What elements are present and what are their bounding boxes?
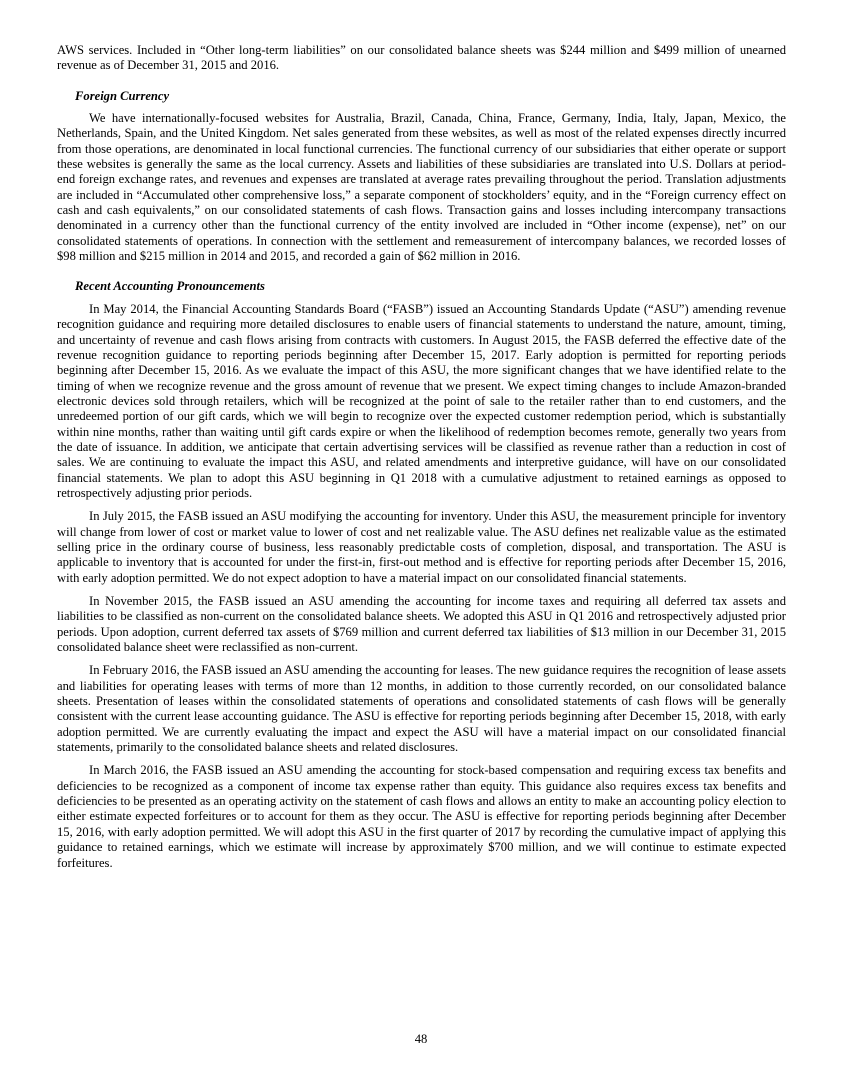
income-taxes-paragraph: In November 2015, the FASB issued an ASU amending the accounting for income taxes and requiring all deferred tax assets and liabilities to be classified as non-current on the consolidated balance sheets. We adopted this ASU in Q1 2016 and retrospectively adjusted prior periods. Upon adoption, current deferred tax assets of $769 million and current deferred tax liabilities of $13 million in our December 31, 2015 consolidated balance sheet were reclassified as non-current.	[57, 594, 786, 655]
leases-paragraph: In February 2016, the FASB issued an ASU amending the accounting for leases. The new guidance requires the recognition of lease assets and liabilities for operating leases with terms of more than 12 months, in addition to those currently recorded, on our consolidated balance sheets. Presentation of leases within the consolidated statements of operations and consolidated statements of cash flows will be generally consistent with the current lease accounting guidance. The ASU is effective for reporting periods beginning after December 15, 2018, with early adoption permitted. We are currently evaluating the impact and expect the ASU will have a material impact on our consolidated financial statements, primarily to the consolidated balance sheets and related disclosures.	[57, 663, 786, 755]
stock-compensation-paragraph: In March 2016, the FASB issued an ASU amending the accounting for stock-based compensation and requiring excess tax benefits and deficiencies to be recognized as a component of income tax expense rather than equity. This guidance also requires excess tax benefits and deficiencies to be presented as an operating activity on the statement of cash flows and allows an entity to make an accounting policy election to either estimate expected forfeitures or to account for them as they occur. The ASU is effective for reporting periods beginning after December 15, 2016, with early adoption permitted. We will adopt this ASU in the first quarter of 2017 by recording the cumulative impact of applying this guidance to retained earnings, which we estimate will increase by approximately $700 million, and we will continue to estimate expected forfeitures.	[57, 763, 786, 870]
inventory-paragraph: In July 2015, the FASB issued an ASU modifying the accounting for inventory. Under this ASU, the measurement principle for inventory will change from lower of cost or market value to lower of cost and net realizable value. The ASU defines net realizable value as the estimated selling price in the ordinary course of business, less reasonably predictable costs of completion, disposal, and transportation. The ASU is applicable to inventory that is accounted for under the first-in, first-out method and is effective for reporting periods after December 15, 2016, with early adoption permitted. We do not expect adoption to have a material impact on our consolidated financial statements.	[57, 509, 786, 585]
document-page	[57, 43, 786, 871]
section-heading-recent-accounting-pronouncements: Recent Accounting Pronouncements	[75, 279, 265, 294]
intro-paragraph: AWS services. Included in “Other long-term liabilities” on our consolidated balance sheets was $244 million and $499 million of unearned revenue as of December 31, 2015 and 2016.	[57, 43, 786, 73]
section-heading-foreign-currency: Foreign Currency	[75, 88, 170, 103]
foreign-currency-paragraph: We have internationally-focused websites for Australia, Brazil, Canada, China, France, Germany, India, Italy, Japan, Mexico, the Netherlands, Spain, and the United Kingdom. Net sales generated from these websites, as well as most of the related expenses directly incurred from those operations, are denominated in local functional currencies. The functional currency of our subsidiaries that either operate or support these websites is generally the same as the local currency. Assets and liabilities of these subsidiaries are translated into U.S. Dollars at period-end foreign exchange rates, and revenues and expenses are translated at average rates prevailing throughout the period. Translation adjustments are included in “Accumulated other comprehensive loss,” a separate component of stockholders’ equity, and in the “Foreign currency effect on cash and cash equivalents,” on our consolidated statements of cash flows. Transaction gains and losses including intercompany transactions denominated in a currency other than the functional currency of the entity involved are included in “Other income (expense), net” on our consolidated statements of operations. In connection with the settlement and remeasurement of intercompany balances, we recorded losses of $98 million and $215 million in 2014 and 2015, and recorded a gain of $62 million in 2016.	[57, 111, 786, 264]
revenue-recognition-paragraph: In May 2014, the Financial Accounting Standards Board (“FASB”) issued an Accounting Standards Update (“ASU”) amending revenue recognition guidance and requiring more detailed disclosures to enable users of financial statements to understand the nature, amount, timing, and uncertainty of revenue and cash flows arising from contracts with customers. In August 2015, the FASB deferred the effective date of the revenue recognition guidance to reporting periods beginning after December 15, 2017. Early adoption is permitted for reporting periods beginning after December 15, 2016. As we evaluate the impact of this ASU, the more significant changes that we have identified relate to the timing of when we recognize revenue and the gross amount of revenue that we present. We expect timing changes to include Amazon-branded electronic devices sold through retailers, which will be recognized at the point of sale to the retailer rather than to end customers, and the unredeemed portion of our gift cards, which we will begin to recognize over the expected customer redemption period, which is substantially within nine months, rather than waiting until gift cards expire or when the likelihood of redemption becomes remote, generally two years from the date of issuance. In addition, we anticipate that certain advertising services will be classified as revenue rather than a reduction in cost of sales. We are continuing to evaluate the impact this ASU, and related amendments and interpretive guidance, will have on our consolidated financial statements. We plan to adopt this ASU beginning in Q1 2018 with a cumulative adjustment to retained earnings as opposed to retrospectively adjusting prior periods.	[57, 301, 786, 500]
page-number: 48	[414, 1032, 428, 1046]
